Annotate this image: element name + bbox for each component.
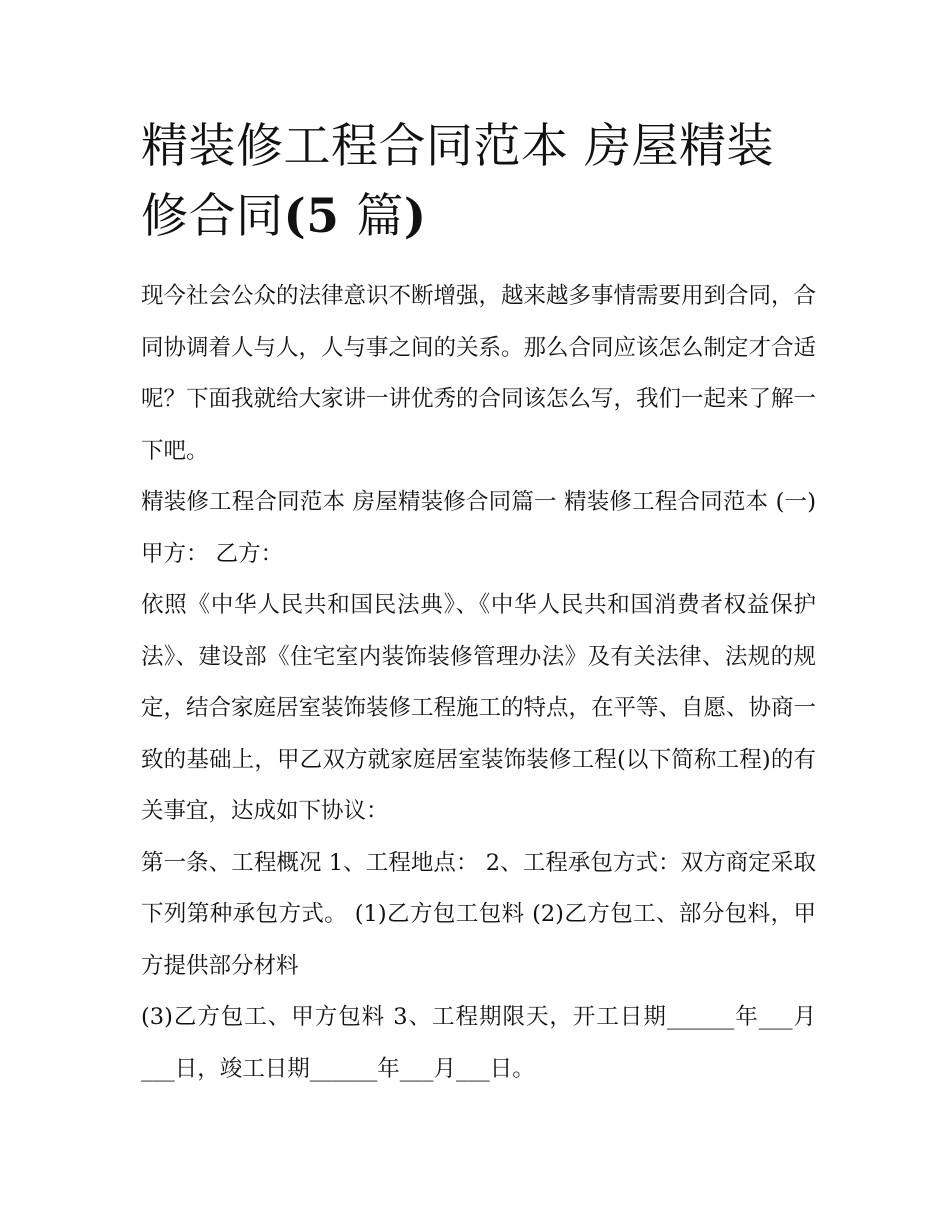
section-heading-paragraph: 精装修工程合同范本 房屋精装修合同篇一 精装修工程合同范本 (一) 甲方： 乙方： <box>141 489 816 567</box>
article-one-paragraph: 第一条、工程概况 1、工程地点： 2、工程承包方式：双方商定采取下列第种承包方式。 (1)乙方包工包料 (2)乙方包工、部分包料，甲方提供部分材料 <box>141 849 816 979</box>
legal-basis-paragraph: 依照《中华人民共和国民法典》、《中华人民共和国消费者权益保护法》、建设部《住宅室内装饰装修管理办法》及有关法律、法规的规定，结合家庭居室装饰装修工程施工的特点，在平等、自愿、协商一致的基础上，甲乙双方就家庭居室装饰装修工程(以下简称工程)的有关事宜，达成如下协议： <box>141 592 817 824</box>
title-close-paren: ) <box>403 189 427 244</box>
intro-paragraph: 现今社会公众的法律意识不断增强，越来越多事情需要用到合同，合同协调着人与人，人与事之间的关系。那么合同应该怎么制定才合适呢？下面我就给大家讲一讲优秀的合同该怎么写，我们一起来了解一下吧。 <box>141 283 817 464</box>
document-title <box>141 112 816 252</box>
title-count: (5 <box>283 189 357 244</box>
schedule-paragraph: (3)乙方包工、甲方包料 3、工程期限天，开工日期______年___月___日，竣工日期______年___月___日。 <box>141 1004 816 1082</box>
title-unit: 篇 <box>356 189 404 244</box>
title-text: 精装修工程合同范本 房屋精装修合同 <box>141 119 774 244</box>
document-page <box>141 112 816 1095</box>
